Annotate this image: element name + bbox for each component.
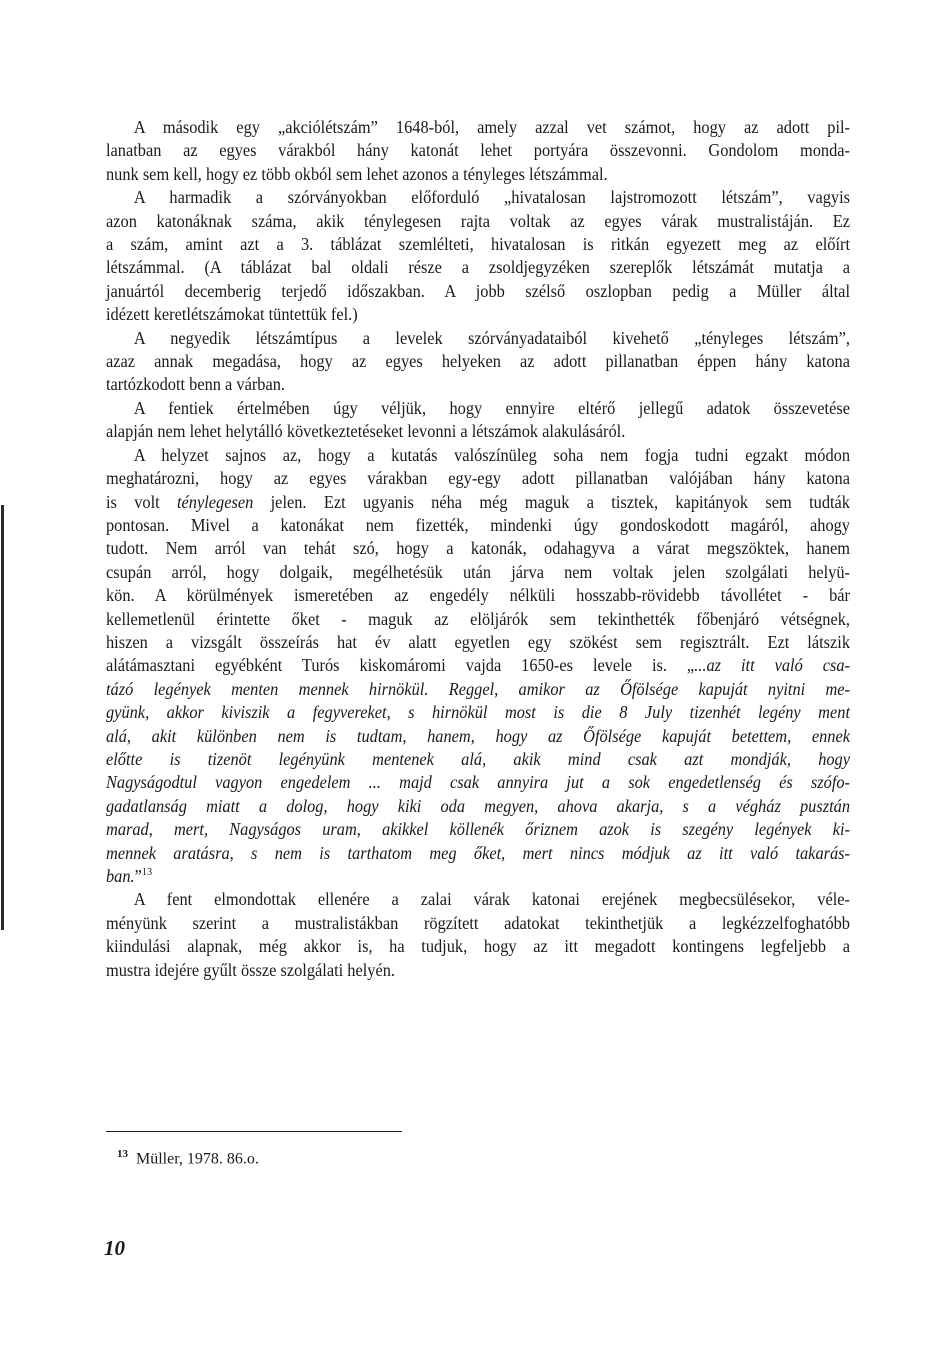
text-line: ményünk szerint a mustralistákban rögzített adatokat tekinthetjük a legkézzelfoghatóbb	[106, 912, 850, 933]
text-line: A fent elmondottak ellenére a zalai várak katonai erejének megbecsülésekor, véle-	[133, 889, 850, 910]
paragraph-6	[106, 888, 850, 982]
quotation-line: gyünk, akkor kiviszik a fegyvereket, s hirnökül most is die 8 July tizenhét legény ment	[106, 702, 850, 723]
text-run: alátámasztani egyébként Turós kiskomáromi vajda 1650-es levele is. „	[106, 655, 695, 676]
paragraph-1	[106, 116, 850, 186]
quotation-line: gadatlanság miatt a dolog, hogy kiki oda megyen, ahova akarja, s a végház pusztán	[106, 795, 850, 816]
quotation-line: előtte is tizenöt legényünk mentenek alá, akik mind csak azt mondják, hogy	[106, 748, 850, 769]
text-line	[106, 865, 850, 888]
text-line: azaz annak megadása, hogy az egyes helyeken az adott pillanatban éppen hány katona	[106, 351, 850, 372]
quotation-line: mennek aratásra, s nem is tarthatom meg őket, mert nincs módjuk az itt való takarás-	[106, 842, 850, 863]
text-line: hiszen a vizsgált összeírás hat év alatt egyetlen egy szökést sem regisztrált. Ezt látszik	[106, 631, 850, 652]
text-line: alapján nem lehet helytálló következtetéseket levonni a létszámok alakulásáról.	[106, 421, 626, 442]
text-line: A harmadik a szórványokban előforduló „hivatalosan lajstromozott létszám”, vagyis	[133, 187, 850, 208]
quotation-text: ban.	[106, 866, 135, 886]
text-line: A helyzet sajnos az, hogy a kutatás valószínüleg soha nem fogja tudni egzakt módon	[133, 444, 850, 465]
text-run: jelen. Ezt ugyanis néha még maguk a tisztek, kapitányok sem tudták	[253, 491, 850, 512]
footnote-text: Müller, 1978. 86.o.	[136, 1150, 259, 1168]
quotation-line: alá, akit különben nem is tudtam, hanem, hogy az Őfölsége kapuját betettem, ennek	[106, 725, 850, 746]
paragraph-3	[106, 327, 850, 397]
paragraph-5	[106, 444, 850, 889]
text-line	[106, 654, 850, 677]
text-line: A fentiek értelmében úgy véljük, hogy ennyire eltérő jellegű adatok összevetése	[133, 397, 850, 418]
text-line: tartózkodott benn a várban.	[106, 374, 286, 395]
text-line: meghatározni, hogy az egyes várakban egy-egy adott pillanatban valójában hány katona	[106, 468, 850, 489]
text-line: A negyedik létszámtípus a levelek szórványadataiból kivehető „tényleges létszám”,	[133, 327, 850, 348]
scan-margin-line	[1, 505, 4, 930]
footnote-separator	[106, 1131, 402, 1132]
emphasis-text: ténylegesen	[176, 491, 254, 512]
quotation-line: tázó legények menten mennek hirnökül. Reggel, amikor az Őfölsége kapuját nyitni me-	[106, 678, 850, 699]
quotation-line: Nagyságodtul vagyon engedelem ... majd csak annyira jut a sok engedetlenség és szófo-	[106, 772, 850, 793]
footnote-reference[interactable]: 13	[141, 866, 153, 879]
quotation-line: marad, mert, Nagyságos uram, akikkel köllenék őriznem azok is szegény legények ki-	[106, 819, 850, 840]
quotation-text: ...az itt való csa-	[694, 655, 850, 676]
text-line	[106, 491, 850, 514]
text-line: idézett keretlétszámokat tüntettük fel.)	[106, 304, 358, 325]
text-line: pontosan. Mivel a katonákat nem fizették, mindenki úgy gondoskodott magáról, ahogy	[106, 514, 850, 535]
footnote-number: 13	[117, 1148, 128, 1160]
text-line: kellemetlenül érintette őket - maguk az elöljárók sem tekinthették főbenjáró vétségnek,	[106, 608, 850, 629]
paragraph-2	[106, 186, 850, 326]
text-line: a szám, amint azt a 3. táblázat szemlélteti, hivatalosan is ritkán egyezett meg az előírt	[106, 234, 850, 255]
closing-quote: ”	[134, 866, 142, 886]
paragraph-4	[106, 397, 850, 444]
body-text	[106, 116, 850, 982]
page-number: 10	[104, 1236, 125, 1260]
text-line: kiindulási alapnak, még akkor is, ha tudjuk, hogy az itt megadott kontingens legfeljebb a	[106, 936, 850, 957]
text-line: csupán arról, hogy dolgaik, megélhetésük után járva nem voltak jelen szolgálati helyü-	[106, 561, 850, 582]
text-line: nunk sem kell, hogy ez több okból sem lehet azonos a tényleges létszámmal.	[106, 163, 608, 184]
text-line: tudott. Nem arról van tehát szó, hogy a katonák, odahagyva a várat megszöktek, hanem	[106, 538, 850, 559]
text-line: létszámmal. (A táblázat bal oldali része a zsoldjegyzéken szereplők létszámát mutatja a	[106, 257, 850, 278]
footnote	[117, 1144, 259, 1169]
text-line: januártól decemberig terjedő időszakban. A jobb szélső oszlopban pedig a Müller által	[106, 280, 850, 301]
text-line: A második egy „akciólétszám” 1648-ból, amely azzal vet számot, hogy az adott pil-	[133, 117, 850, 137]
text-line: kön. A körülmények ismeretében az engedély nélküli hosszabb-rövidebb távollétet - bár	[106, 585, 850, 606]
text-line: azon katonáknak száma, akik ténylegesen rajta voltak az egyes várak mustralistáján. Ez	[106, 210, 850, 231]
text-run: is volt	[106, 491, 177, 512]
text-line: lanatban az egyes várakból hány katonát lehet portyára összevonni. Gondolom monda-	[106, 140, 850, 161]
text-line: mustra idejére gyűlt össze szolgálati helyén.	[106, 959, 395, 980]
